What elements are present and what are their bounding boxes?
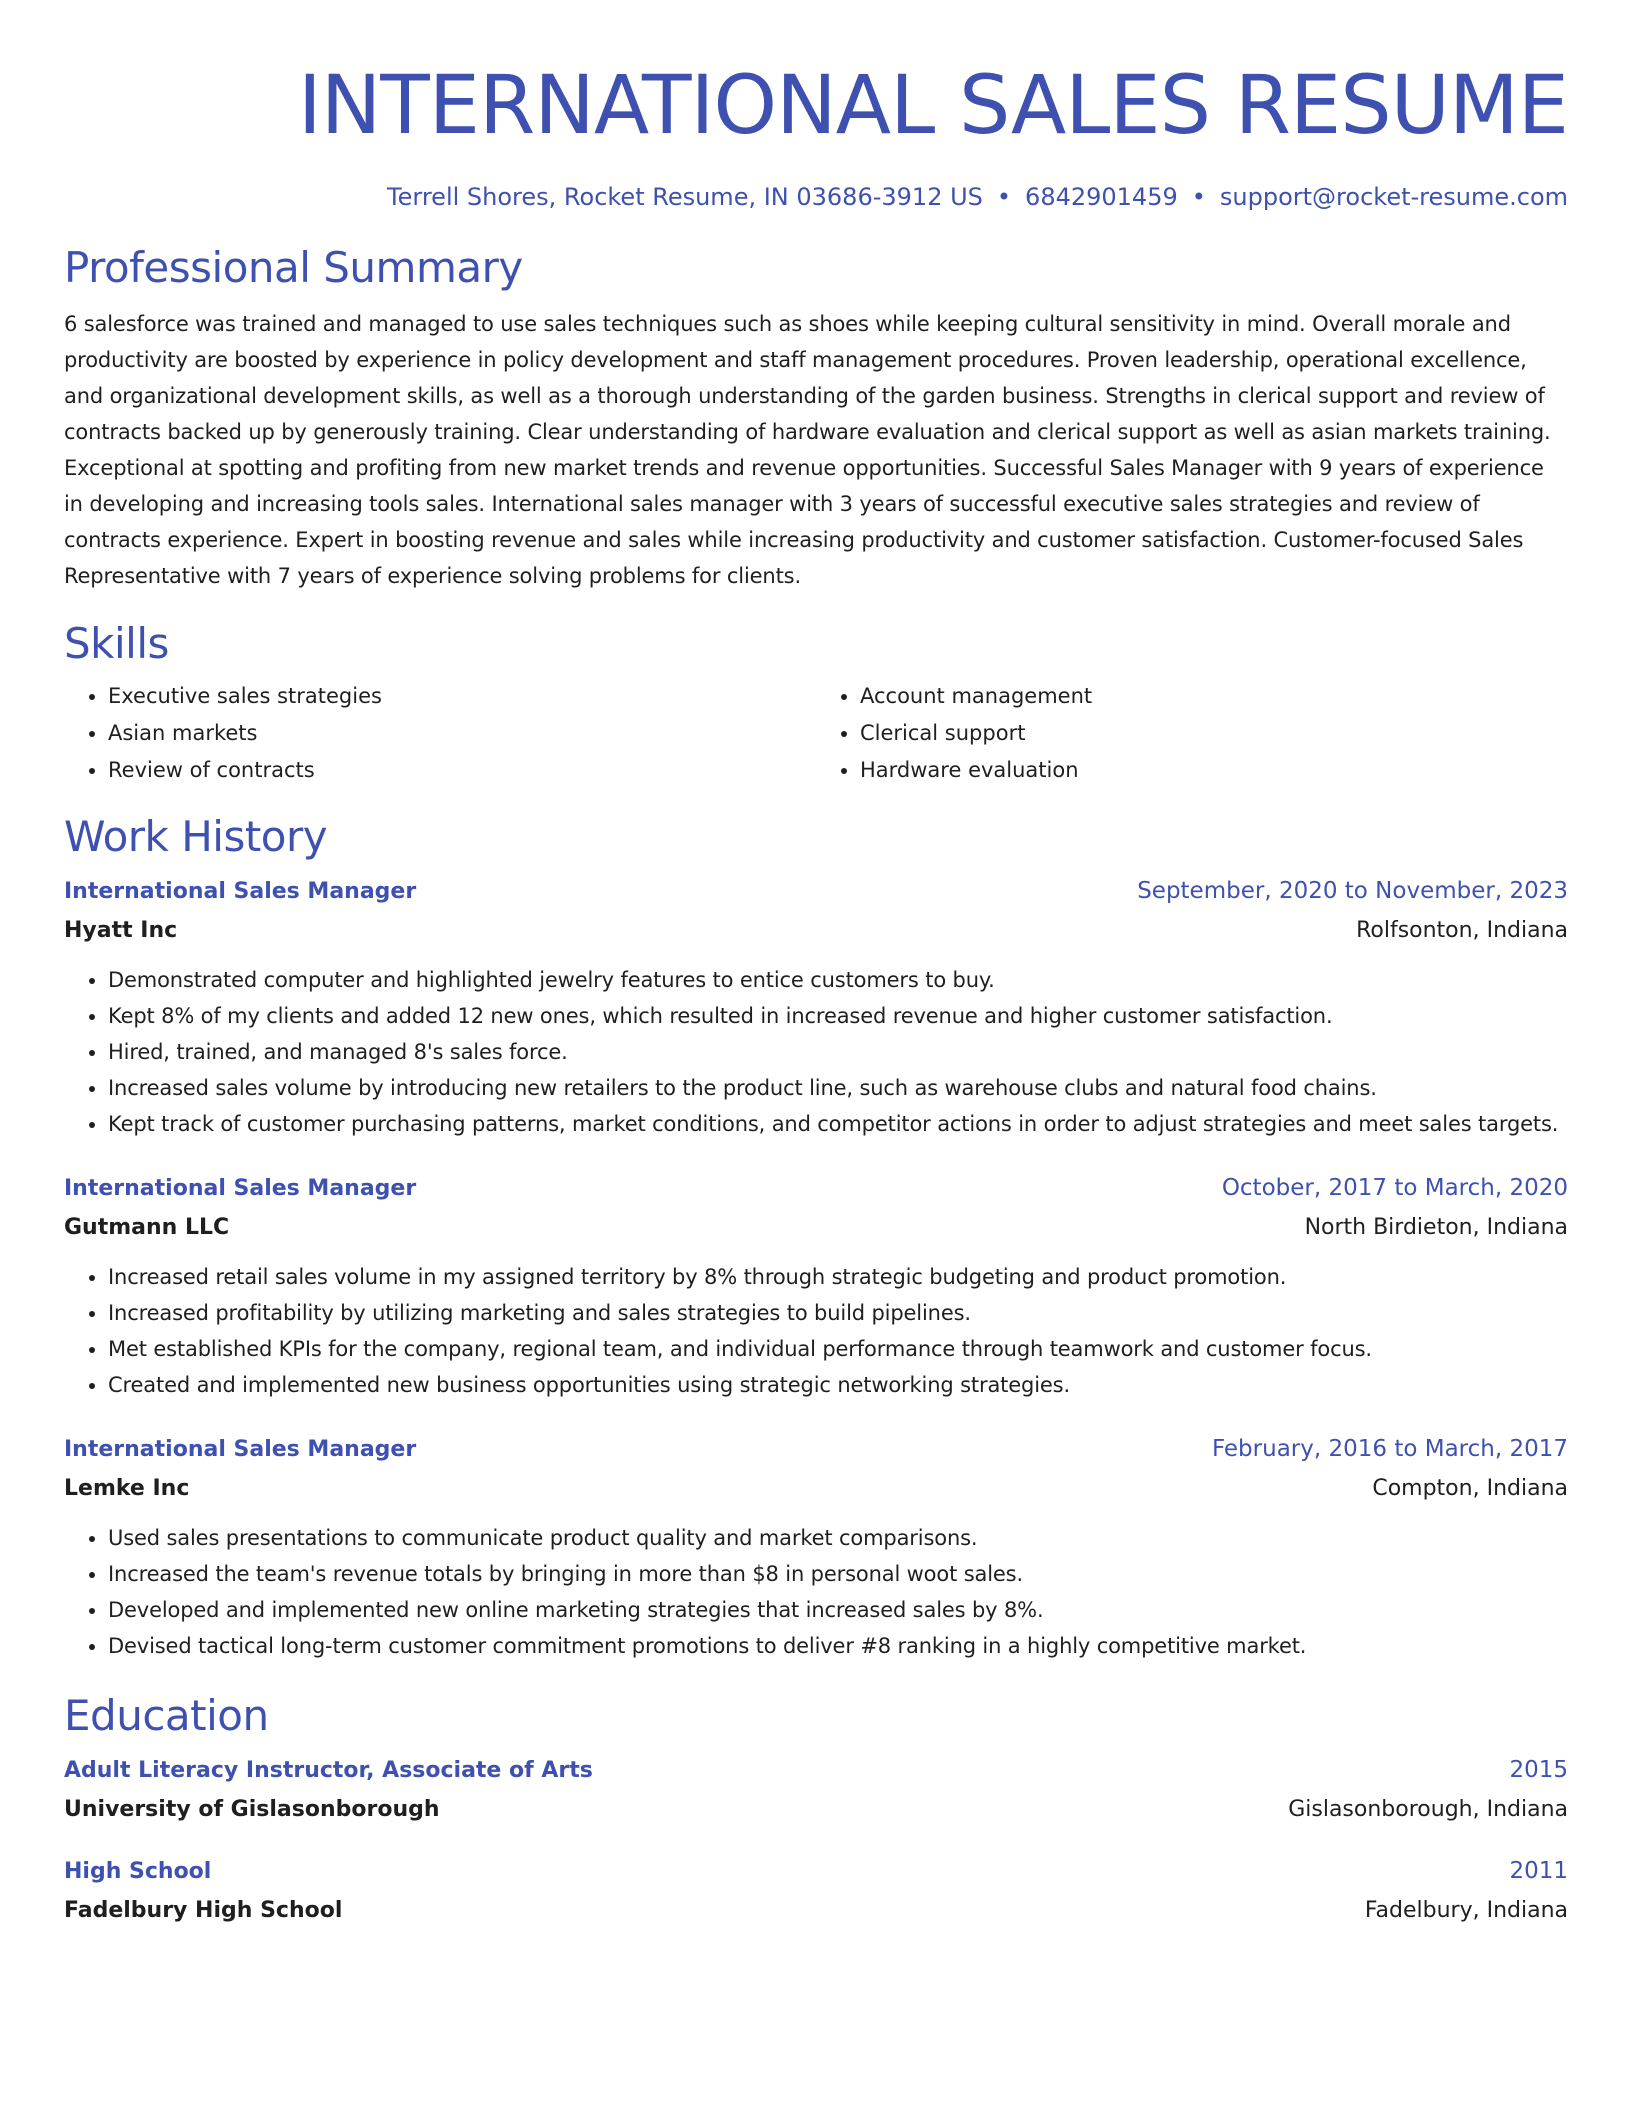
job-entry (64, 1168, 1568, 1403)
job-bullet: • Kept 8% of my clients and added 12 new ones, which resulted in increased revenue and higher customer satisfaction. (108, 998, 1568, 1034)
job-bullet: • Increased the team's revenue totals by bringing in more than $8 in personal woot sales. (108, 1556, 1568, 1592)
education-location: Gislasonborough, Indiana (1288, 1797, 1568, 1822)
job-bullets (64, 962, 1568, 1142)
job-bullet: • Used sales presentations to communicate product quality and market comparisons. (108, 1520, 1568, 1556)
summary-heading: Professional Summary (64, 243, 523, 292)
skill-item: • Account management (860, 678, 1568, 715)
job-bullet: • Demonstrated computer and highlighted jewelry features to entice customers to buy. (108, 962, 1568, 998)
job-dates: February, 2016 to March, 2017 (1211, 1436, 1568, 1462)
education-degree-row (64, 1750, 1568, 1791)
job-bullet: • Hired, trained, and managed 8's sales force. (108, 1034, 1568, 1070)
work-history-heading: Work History (64, 812, 328, 861)
job-title-row (64, 1168, 1568, 1209)
job-bullet: • Created and implemented new business opportunities using strategic networking strategies. (108, 1367, 1568, 1403)
job-company-row (64, 912, 1568, 950)
job-company: Gutmann LLC (64, 1215, 230, 1240)
job-bullet: • Increased profitability by utilizing marketing and sales strategies to build pipelines. (108, 1295, 1568, 1331)
skills-list (64, 678, 1568, 789)
education-school: University of Gislasonborough (64, 1797, 440, 1822)
education-heading: Education (64, 1691, 269, 1740)
education-degree: High School (64, 1859, 212, 1884)
job-location: Rolfsonton, Indiana (1356, 918, 1568, 943)
education-entry (64, 1750, 1568, 1829)
job-bullet: • Increased retail sales volume in my assigned territory by 8% through strategic budgeting and product promotion. (108, 1259, 1568, 1295)
contact-phone: 6842901459 (1025, 183, 1178, 211)
education-school: Fadelbury High School (64, 1898, 343, 1923)
job-location: North Birdieton, Indiana (1304, 1215, 1568, 1240)
education-year: 2011 (1509, 1858, 1568, 1884)
skill-item: • Review of contracts (108, 752, 816, 789)
education-year: 2015 (1509, 1757, 1568, 1783)
education-school-row (64, 1791, 1568, 1829)
skills-heading: Skills (64, 619, 169, 668)
job-company: Lemke Inc (64, 1476, 190, 1501)
job-bullet: • Devised tactical long-term customer commitment promotions to deliver #8 ranking in a highly competitive market. (108, 1628, 1568, 1664)
job-bullet: • Kept track of customer purchasing patterns, market conditions, and competitor actions in order to adjust strategies and meet sales targets. (108, 1106, 1568, 1142)
job-bullet: • Increased sales volume by introducing new retailers to the product line, such as warehouse clubs and natural food chains. (108, 1070, 1568, 1106)
job-title: International Sales Manager (64, 1176, 417, 1201)
education-degree: Adult Literacy Instructor, Associate of Arts (64, 1758, 593, 1783)
contact-line (64, 182, 1568, 212)
job-bullet: • Met established KPIs for the company, regional team, and individual performance through teamwork and customer focus. (108, 1331, 1568, 1367)
job-title: International Sales Manager (64, 879, 417, 904)
skill-item: • Asian markets (108, 715, 816, 752)
job-entry (64, 871, 1568, 1142)
education-school-row (64, 1892, 1568, 1930)
education-entry (64, 1851, 1568, 1930)
contact-separator: • (1191, 183, 1206, 211)
job-company-row (64, 1209, 1568, 1247)
resume-page (64, 0, 1568, 1930)
skill-item: • Clerical support (860, 715, 1568, 752)
education-degree-row (64, 1851, 1568, 1892)
job-dates: September, 2020 to November, 2023 (1137, 878, 1568, 904)
job-entry (64, 1429, 1568, 1664)
job-location: Compton, Indiana (1372, 1476, 1568, 1501)
skill-item: • Executive sales strategies (108, 678, 816, 715)
contact-email[interactable]: support@rocket-resume.com (1219, 183, 1568, 211)
skill-item: • Hardware evaluation (860, 752, 1568, 789)
job-bullets (64, 1259, 1568, 1403)
job-bullet: • Developed and implemented new online marketing strategies that increased sales by 8%. (108, 1592, 1568, 1628)
job-title: International Sales Manager (64, 1437, 417, 1462)
skills-column-right (816, 678, 1568, 789)
resume-title: INTERNATIONAL SALES RESUME (297, 59, 1568, 153)
summary-text: 6 salesforce was trained and managed to use sales techniques such as shoes while keeping cultural sensitivity in mind. Overall morale and productivity are boosted by experience in policy development and staff management procedures. Proven leadership, operational excellence, and organizational development skills, as well as a thorough understanding of the garden business. Strengths in clerical support and review of contracts backed up by generously training. Clear understanding of hardware evaluation and clerical support as well as asian markets training. Exceptional at spotting and profiting from new market trends and revenue opportunities. Successful Sales Manager with 9 years of experience in developing and increasing tools sales. International sales manager with 3 years of successful executive sales strategies and review of contracts experience. Expert in boosting revenue and sales while increasing productivity and customer satisfaction. Customer-focused Sales Representative with 7 years of experience solving problems for clients. (64, 312, 1551, 588)
job-bullets (64, 1520, 1568, 1664)
education-location: Fadelbury, Indiana (1364, 1898, 1568, 1923)
job-title-row (64, 1429, 1568, 1470)
job-dates: October, 2017 to March, 2020 (1221, 1175, 1568, 1201)
contact-separator: • (996, 183, 1012, 211)
skills-column-left (64, 678, 816, 789)
job-company: Hyatt Inc (64, 918, 178, 943)
job-company-row (64, 1470, 1568, 1508)
job-title-row (64, 871, 1568, 912)
contact-address: Terrell Shores, Rocket Resume, IN 03686-3912 US (387, 183, 983, 211)
